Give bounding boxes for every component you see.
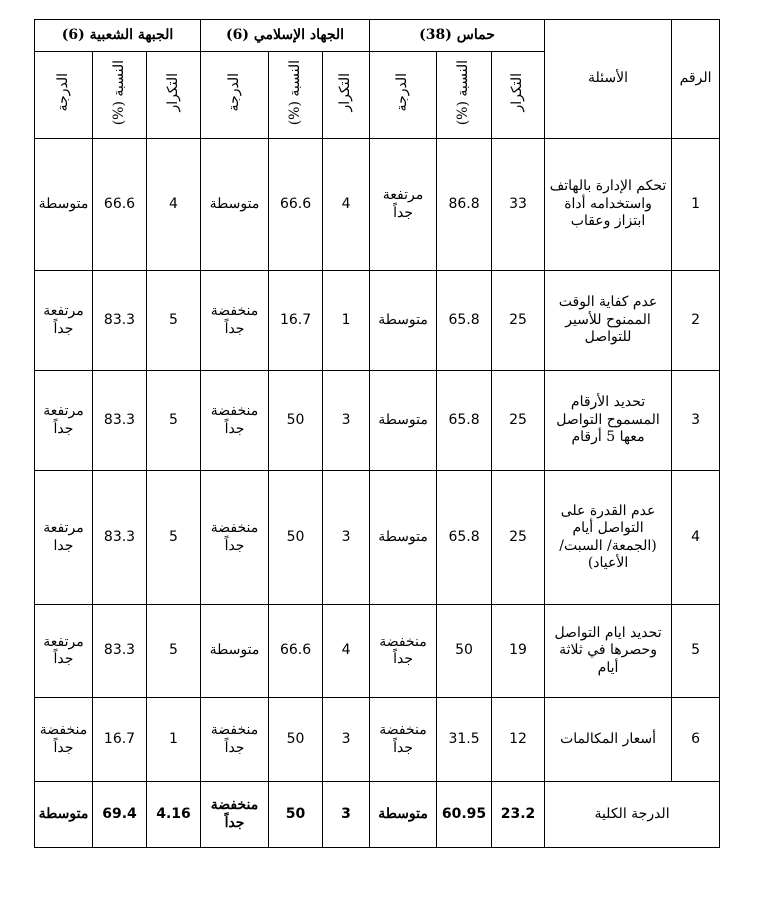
cell: 83.3 [93, 271, 147, 371]
header-cell [492, 52, 545, 139]
header-cell [93, 52, 147, 139]
header-cell [201, 52, 269, 139]
total-cell: 50 [269, 782, 323, 848]
cell: 3 [323, 471, 370, 605]
header-cell [147, 52, 201, 139]
total-cell: 60.95 [437, 782, 492, 848]
cell: 5 [147, 471, 201, 605]
header-frequency: التكرار [164, 73, 181, 112]
cell: 5 [147, 371, 201, 471]
cell: منخفضة جداً [370, 698, 437, 782]
cell: 66.6 [269, 605, 323, 698]
cell: مرتفعة جداً [370, 139, 437, 271]
question-text: تحديد ايام التواصل وحصرها في ثلاثة أيام [545, 605, 672, 698]
cell: 12 [492, 698, 545, 782]
cell: منخفضة جداً [35, 698, 93, 782]
cell: 50 [269, 471, 323, 605]
cell: 5 [147, 271, 201, 371]
cell: منخفضة جداً [370, 605, 437, 698]
cell: منخفضة جداً [201, 271, 269, 371]
table-row [35, 605, 720, 698]
cell: 50 [269, 698, 323, 782]
header-row-groups [35, 20, 720, 52]
header-questions: الأسئلة [545, 20, 672, 139]
cell: 65.8 [437, 471, 492, 605]
header-percent: النسبة (%) [286, 59, 303, 125]
row-number: 2 [672, 271, 720, 371]
total-cell: متوسطة [35, 782, 93, 848]
group-jihad: الجهاد الإسلامي (6) [201, 20, 370, 52]
table-row [35, 139, 720, 271]
cell: 66.6 [269, 139, 323, 271]
cell: 65.8 [437, 271, 492, 371]
cell: 3 [323, 371, 370, 471]
cell: 4 [323, 605, 370, 698]
cell: 50 [437, 605, 492, 698]
cell: منخفضة جداً [201, 698, 269, 782]
header-degree: الدرجة [54, 73, 71, 112]
row-number: 4 [672, 471, 720, 605]
cell: 83.3 [93, 605, 147, 698]
cell: 86.8 [437, 139, 492, 271]
cell: متوسطة [201, 605, 269, 698]
cell: 65.8 [437, 371, 492, 471]
row-number: 3 [672, 371, 720, 471]
cell: 25 [492, 271, 545, 371]
table-row [35, 698, 720, 782]
question-text: تحكم الإدارة بالهاتف واستخدامه أداة ابتزاز وعقاب [545, 139, 672, 271]
cell: 1 [147, 698, 201, 782]
group-popular-front: الجبهة الشعبية (6) [35, 20, 201, 52]
cell: متوسطة [370, 271, 437, 371]
total-cell: متوسطة [370, 782, 437, 848]
cell: 83.3 [93, 371, 147, 471]
cell: 3 [323, 698, 370, 782]
cell: 16.7 [269, 271, 323, 371]
total-cell: 69.4 [93, 782, 147, 848]
cell: 33 [492, 139, 545, 271]
header-degree: الدرجة [225, 73, 242, 112]
total-cell: 23.2 [492, 782, 545, 848]
cell: منخفضة جداً [201, 371, 269, 471]
header-cell [269, 52, 323, 139]
cell: منخفضة جداً [201, 471, 269, 605]
table-row [35, 471, 720, 605]
table-row [35, 371, 720, 471]
cell: 25 [492, 371, 545, 471]
cell: 66.6 [93, 139, 147, 271]
header-number: الرقم [672, 20, 720, 139]
cell: 16.7 [93, 698, 147, 782]
cell: متوسطة [370, 471, 437, 605]
cell: 83.3 [93, 471, 147, 605]
header-cell [437, 52, 492, 139]
header-degree: الدرجة [394, 73, 411, 112]
header-cell [35, 52, 93, 139]
group-hamas: حماس (38) [370, 20, 545, 52]
total-label: الدرجة الكلية [545, 782, 720, 848]
cell: 1 [323, 271, 370, 371]
question-text: تحديد الأرقام المسموح التواصل معها 5 أرقام [545, 371, 672, 471]
header-percent: النسبة (%) [455, 59, 472, 125]
header-cell [323, 52, 370, 139]
cell: 19 [492, 605, 545, 698]
cell: مرتفعة جداً [35, 271, 93, 371]
row-number: 1 [672, 139, 720, 271]
cell: 5 [147, 605, 201, 698]
header-frequency: التكرار [337, 73, 354, 112]
table-row [35, 271, 720, 371]
total-cell: منخفضة جداً [201, 782, 269, 848]
header-cell [370, 52, 437, 139]
cell: 4 [147, 139, 201, 271]
cell: 4 [323, 139, 370, 271]
cell: مرتفعة جدا [35, 471, 93, 605]
cell: 31.5 [437, 698, 492, 782]
row-number: 5 [672, 605, 720, 698]
total-row [35, 782, 720, 848]
header-percent: النسبة (%) [110, 59, 127, 125]
question-text: أسعار المكالمات [545, 698, 672, 782]
cell: متوسطة [201, 139, 269, 271]
question-text: عدم القدرة على التواصل أيام (الجمعة/ السبت/ الأعياد) [545, 471, 672, 605]
cell: 25 [492, 471, 545, 605]
total-cell: 4.16 [147, 782, 201, 848]
cell: مرتفعة جداً [35, 371, 93, 471]
question-text: عدم كفاية الوقت الممنوح للأسير للتواصل [545, 271, 672, 371]
total-cell: 3 [323, 782, 370, 848]
cell: 50 [269, 371, 323, 471]
cell: متوسطة [370, 371, 437, 471]
cell: متوسطة [35, 139, 93, 271]
results-table [34, 19, 720, 848]
row-number: 6 [672, 698, 720, 782]
cell: مرتفعة جداً [35, 605, 93, 698]
header-frequency: التكرار [509, 73, 526, 112]
